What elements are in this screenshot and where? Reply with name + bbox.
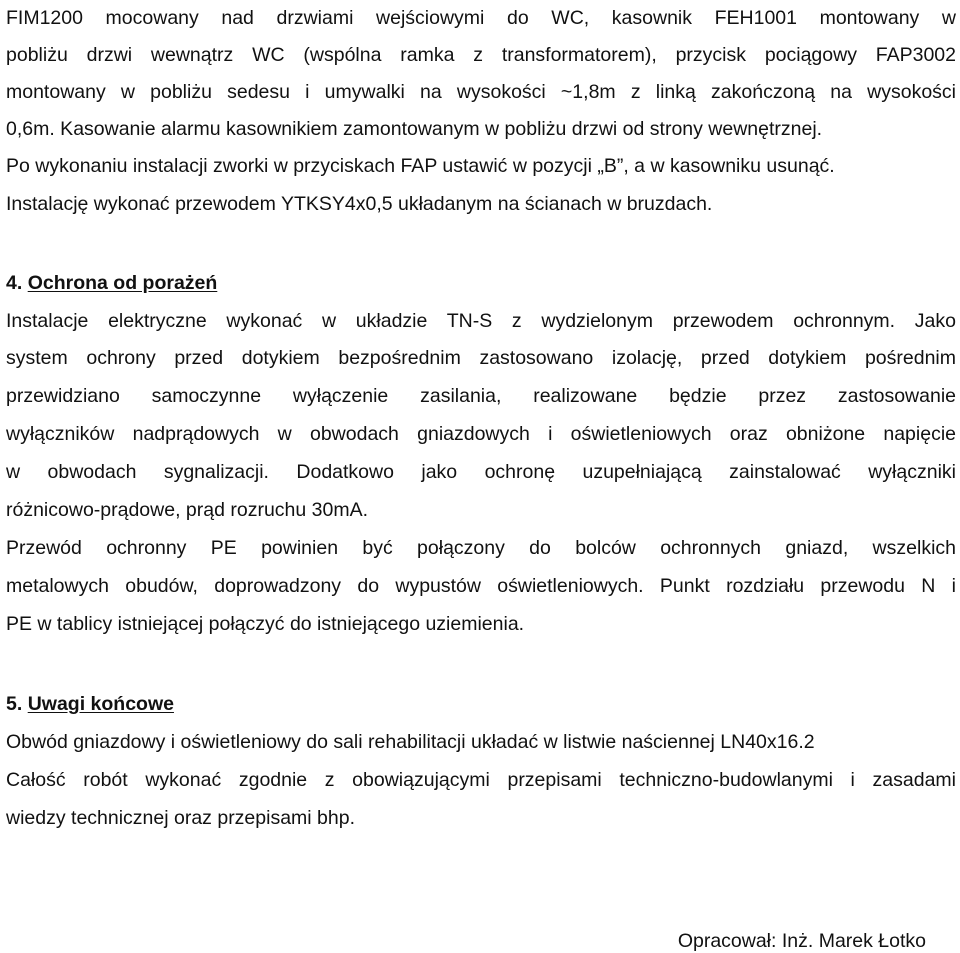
- section-5-line: Obwód gniazdowy i oświetleniowy do sali rehabilitacji układać w listwie naściennej LN40x16.2: [6, 731, 815, 753]
- section-5-line: wiedzy technicznej oraz przepisami bhp.: [6, 807, 356, 829]
- section-4-line: Instalacje elektryczne wykonać w układzie TN-S z wydzielonym przewodem ochronnym. Jako: [6, 310, 956, 332]
- section-5-heading: [6, 692, 174, 716]
- section-5-line: Całość robót wykonać zgodnie z obowiązującymi przepisami techniczno-budowlanymi i zasadami: [6, 769, 956, 791]
- paragraph-line: 0,6m. Kasowanie alarmu kasownikiem zamontowanym w pobliżu drzwi od strony wewnętrznej.: [6, 118, 823, 140]
- section-4-line: różnicowo-prądowe, prąd rozruchu 30mA.: [6, 499, 369, 521]
- section-4-line: przewidziano samoczynne wyłączenie zasilania, realizowane będzie przez zastosowanie: [6, 385, 956, 407]
- section-4-heading: [6, 271, 217, 295]
- paragraph-line: Po wykonaniu instalacji zworki w przyciskach FAP ustawić w pozycji „B”, a w kasowniku usunąć.: [6, 155, 835, 177]
- paragraph-line: pobliżu drzwi wewnątrz WC (wspólna ramka z transformatorem), przycisk pociągowy FAP3002: [6, 44, 956, 66]
- section-4-line: PE w tablicy istniejącej połączyć do istniejącego uziemienia.: [6, 613, 525, 635]
- paragraph-line: montowany w pobliżu sedesu i umywalki na wysokości ~1,8m z linką zakończoną na wysokości: [6, 81, 956, 103]
- section-4-line: system ochrony przed dotykiem bezpośrednim zastosowano izolację, przed dotykiem pośrednim: [6, 347, 956, 369]
- paragraph-line: Instalację wykonać przewodem YTKSY4x0,5 układanym na ścianach w bruzdach.: [6, 193, 713, 215]
- section-4-number: 4.: [6, 272, 23, 294]
- section-4-line: wyłączników nadprądowych w obwodach gniazdowych i oświetleniowych oraz obniżone napięcie: [6, 423, 956, 445]
- paragraph-line: FIM1200 mocowany nad drzwiami wejściowymi do WC, kasownik FEH1001 montowany w: [6, 7, 956, 29]
- section-5-title: Uwagi końcowe: [27, 693, 174, 715]
- section-4-title: Ochrona od porażeń: [27, 272, 218, 294]
- section-4-line: metalowych obudów, doprowadzony do wypustów oświetleniowych. Punkt rozdziału przewodu N i: [6, 575, 956, 597]
- section-5-number: 5.: [6, 693, 23, 715]
- author-signature: Opracował: Inż. Marek Łotko: [677, 930, 926, 952]
- section-4-line: w obwodach sygnalizacji. Dodatkowo jako ochronę uzupełniającą zainstalować wyłączniki: [6, 461, 956, 483]
- section-4-line: Przewód ochronny PE powinien być połączony do bolców ochronnych gniazd, wszelkich: [6, 537, 956, 559]
